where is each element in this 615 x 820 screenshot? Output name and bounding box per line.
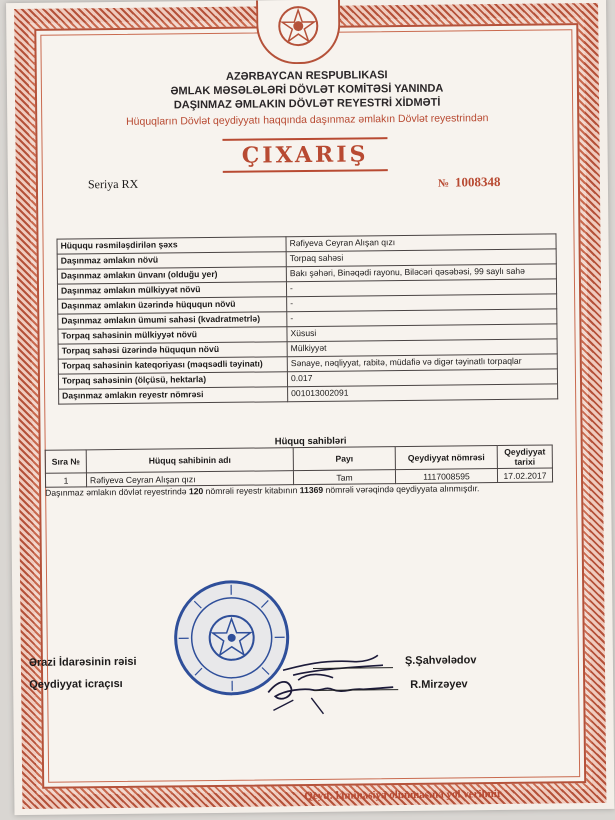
- field-label: Daşınmaz əmlakın reyestr nömrəsi: [59, 387, 288, 404]
- document-number: [438, 174, 501, 191]
- header-committee: ƏMLAK MƏSƏLƏLƏRİ DÖVLƏT KOMİTƏSİ YANINDA: [170, 82, 444, 98]
- field-label: Torpaq sahəsinin (ölçüsü, hektarla): [58, 372, 287, 389]
- owners-title: Hüquq sahibləri: [274, 435, 347, 448]
- field-value: Bakı şəhəri, Binəqədi rayonu, Biləcəri qəsəbəsi, 99 saylı sahə: [286, 264, 556, 282]
- field-value: 001013002091: [288, 384, 558, 402]
- registry-book-number: 120: [188, 486, 204, 497]
- field-value: Sənaye, nəqliyyat, rabitə, müdafiə və digər təyinatlı torpaqlar: [287, 354, 557, 372]
- header-subtitle: Hüquqların Dövlət qeydiyyatı haqqında daşınmaz əmlakın Dövlət reyestrindən: [125, 112, 489, 128]
- field-label: Torpaq sahəsinin kateqoriyası (məqsədli təyinatı): [58, 357, 287, 374]
- registry-page-number: 11369: [299, 484, 324, 496]
- owners-header-regdate: Qeydiyyat tarixi: [497, 445, 552, 469]
- signature-label-executor: Qeydiyyat icraçısı: [29, 677, 123, 691]
- document-sheet: [6, 0, 614, 815]
- document-title: ÇIXARIŞ: [222, 137, 387, 173]
- field-value: Rəfiyeva Ceyran Alışan qızı: [286, 234, 556, 252]
- owners-header-name: Hüquq sahibinin adı: [86, 448, 293, 473]
- registry-note: Daşınmaz əmlakın dövlət reyestrində 120 nömrəli reyestr kitabının 11369 nömrəli vərəqində qeydiyyata alınmışdır.: [45, 483, 480, 498]
- header-service: DAŞINMAZ ƏMLAKIN DÖVLƏT REYESTRİ XİDMƏTİ: [173, 96, 441, 112]
- owner-regdate: 17.02.2017: [497, 468, 552, 483]
- field-value: 0.017: [287, 369, 557, 387]
- footer-note: Qeyd: laminasiya olunmasına yol verilmir: [304, 787, 502, 803]
- field-value: -: [287, 309, 557, 327]
- field-label: Daşınmaz əmlakın mülkiyyət növü: [57, 282, 286, 299]
- field-label: Hüququ rəsmiləşdirilən şəxs: [57, 237, 286, 254]
- field-label: Torpaq sahəsinin mülkiyyət növü: [58, 327, 287, 344]
- field-value: Xüsusi: [287, 324, 557, 342]
- field-label: Daşınmaz əmlakın ünvanı (olduğu yer): [57, 267, 286, 284]
- field-label: Daşınmaz əmlakın növü: [57, 252, 286, 269]
- handwritten-signature-icon: [263, 629, 404, 725]
- owner-index: 1: [45, 473, 86, 487]
- field-value: -: [286, 279, 556, 297]
- signatory-name-executor: R.Mirzəyev: [410, 678, 468, 691]
- owner-share: Tam: [293, 470, 395, 485]
- field-value: Mülkiyyət: [287, 339, 557, 357]
- owner-regno: 1117008595: [395, 469, 497, 484]
- field-label: Daşınmaz əmlakın üzərində hüququn növü: [58, 297, 287, 314]
- owners-header-regno: Qeydiyyat nömrəsi: [395, 446, 497, 470]
- header-country: AZƏRBAYCAN RESPUBLIKASI: [225, 69, 388, 83]
- field-label: Torpaq sahəsi üzərində hüququn növü: [58, 342, 287, 359]
- property-details-table: [56, 233, 558, 404]
- number-sign: №: [437, 177, 450, 190]
- field-label: Daşınmaz əmlakın ümumi sahəsi (kvadratmetrlə): [58, 312, 287, 329]
- field-value: Torpaq sahəsi: [286, 249, 556, 267]
- number-value: 1008348: [454, 173, 501, 190]
- signatory-name-head: Ş.Şahvələdov: [404, 654, 477, 667]
- series-label: Seriya RX: [87, 176, 139, 192]
- owners-header-share: Payı: [293, 447, 395, 471]
- owner-name: Rəfiyeva Ceyran Alışan qızı: [86, 471, 293, 487]
- owners-header-index: Sıra №: [45, 450, 86, 473]
- signature-label-head: Ərazi İdarəsinin rəisi: [28, 655, 137, 669]
- field-value: -: [287, 294, 557, 312]
